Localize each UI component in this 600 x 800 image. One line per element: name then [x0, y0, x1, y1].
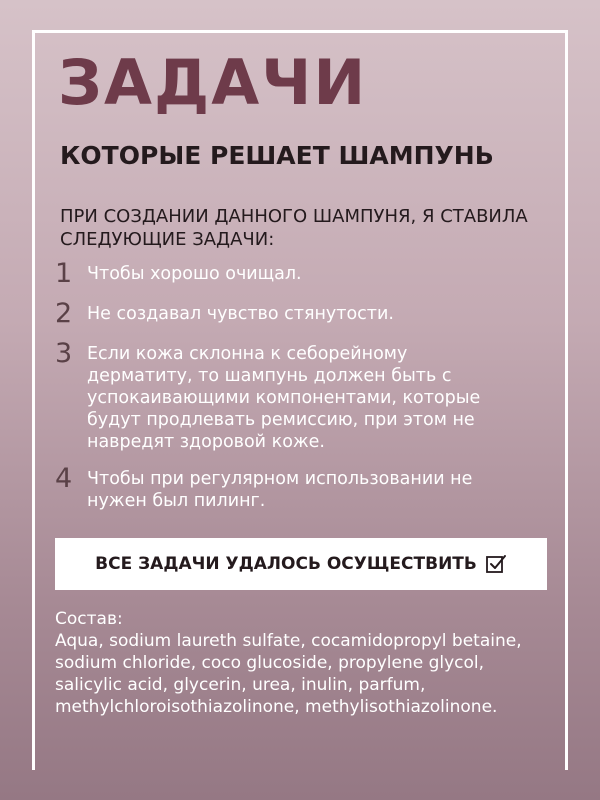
task-number: 3 — [55, 338, 73, 369]
page-title: ЗАДАЧИ — [58, 46, 368, 119]
list-item — [55, 340, 535, 453]
task-number: 4 — [55, 463, 73, 494]
task-text: Не создавал чувство стянутости. — [87, 304, 394, 324]
task-number: 2 — [55, 298, 73, 329]
task-text: Чтобы хорошо очищал. — [87, 264, 302, 284]
result-banner — [55, 538, 547, 590]
checkbox-check-icon — [485, 553, 507, 575]
composition-block — [55, 608, 555, 718]
page-subtitle: КОТОРЫЕ РЕШАЕТ ШАМПУНЬ — [60, 141, 494, 170]
composition-text: Aqua, sodium laureth sulfate, cocamidopropyl betaine, sodium chloride, coco glucoside, propylene glycol, salicylic acid, glycerin, urea, inulin, parfum, methylchloroisothiazolinone, methylisothiazolinone. — [55, 631, 522, 717]
list-item — [55, 465, 535, 512]
task-list — [55, 260, 535, 524]
task-number: 1 — [55, 258, 73, 289]
intro-text: ПРИ СОЗДАНИИ ДАННОГО ШАМПУНЯ, Я СТАВИЛА СЛЕДУЮЩИЕ ЗАДАЧИ: — [60, 206, 528, 250]
list-item — [55, 260, 535, 288]
composition-label: Состав: — [55, 609, 123, 629]
list-item — [55, 300, 535, 328]
result-text: ВСЕ ЗАДАЧИ УДАЛОСЬ ОСУЩЕСТВИТЬ — [95, 554, 477, 574]
task-text: Если кожа склонна к себорейному дерматиту, то шампунь должен быть с успокаивающими компонентами, которые будут продлевать ремиссию, при этом не навредят здоровой коже. — [87, 344, 481, 452]
task-text: Чтобы при регулярном использовании не нужен был пилинг. — [87, 469, 473, 511]
